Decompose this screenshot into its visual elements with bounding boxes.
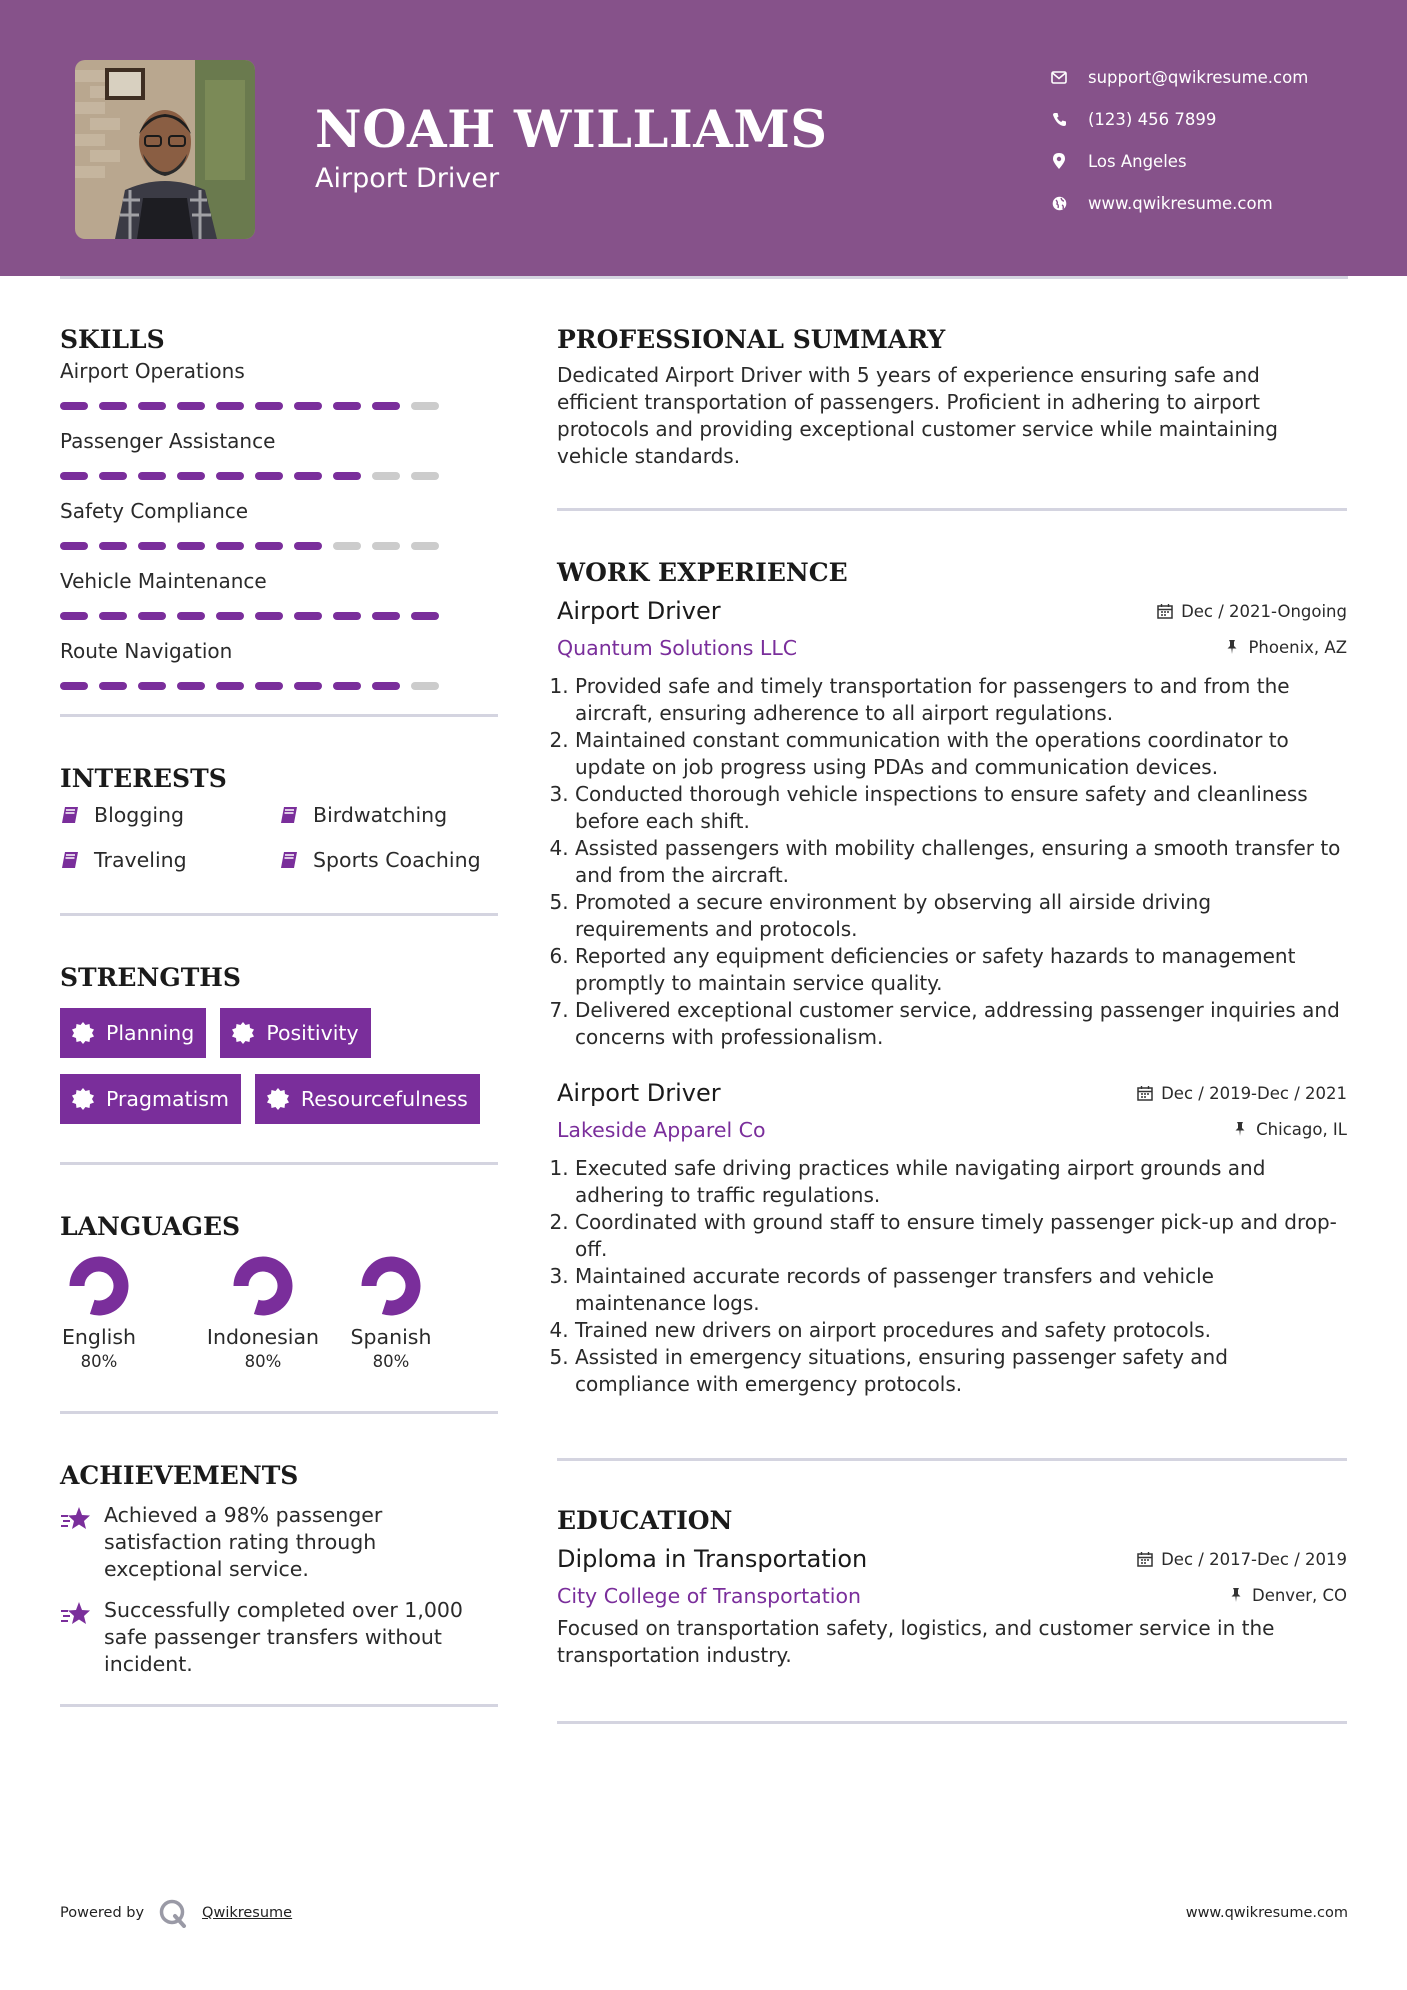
interest-item (60, 846, 279, 873)
pushpin-icon (1228, 1587, 1244, 1603)
job-bullet-item: 6. Reported any equipment deficiencies or safety hazards to management promptly to maintain service quality. (575, 943, 1347, 997)
education-title: EDUCATION (557, 1506, 733, 1535)
pushpin-icon (1232, 1121, 1248, 1137)
section-divider (557, 1458, 1347, 1461)
interest-label: Traveling (94, 847, 187, 872)
skill-level-segment (99, 402, 127, 410)
education-text: Focused on transportation safety, logistics, and customer service in the transportation industry. (557, 1616, 1275, 1667)
work-title: WORK EXPERIENCE (557, 558, 848, 587)
skill-level-segment (99, 542, 127, 550)
strength-label: Resourcefulness (300, 1087, 468, 1111)
skill-name: Passenger Assistance (60, 429, 276, 453)
language-percent: 80% (80, 1352, 118, 1371)
job-bullet-item: 5. Assisted in emergency situations, ensuring passenger safety and compliance with emergency protocols. (575, 1344, 1347, 1398)
job-entry (557, 593, 1347, 1051)
skill-level-segment (333, 542, 361, 550)
skill-level-segment (333, 612, 361, 620)
phone-icon (1050, 110, 1068, 128)
skill-level-segment (138, 542, 166, 550)
language-item (204, 1255, 322, 1373)
skill-level-segment (216, 472, 244, 480)
skill-level-segment (60, 542, 88, 550)
language-ring (68, 1255, 130, 1317)
skill-level-segment (255, 542, 283, 550)
job-date (1137, 1084, 1347, 1103)
achievements-title: ACHIEVEMENTS (60, 1461, 299, 1490)
skill-level-segment (372, 542, 400, 550)
skill-level-segment (60, 402, 88, 410)
job-bullet-item: 1. Provided safe and timely transportation for passengers to and from the aircraft, ensuring adherence to all airport regulations. (575, 673, 1347, 727)
strengths-section (60, 958, 498, 1124)
language-name: Spanish (350, 1325, 432, 1349)
summary-text: Dedicated Airport Driver with 5 years of experience ensuring safe and efficient transportation of passengers. Proficient in adhering to airport protocols and providing exceptional customer service while maintaining vehicle standards. (557, 363, 1278, 468)
skill-level-segment (255, 472, 283, 480)
language-ring (360, 1255, 422, 1317)
skill-level-segment (294, 612, 322, 620)
calendar-icon (1137, 1085, 1153, 1101)
left-column (60, 320, 498, 1707)
skills-list (60, 358, 498, 690)
skill-level-segment (372, 402, 400, 410)
job-bullet-item: 1. Executed safe driving practices while navigating airport grounds and adhering to traffic regulations. (575, 1155, 1347, 1209)
envelope-icon (1050, 68, 1068, 86)
skill-name: Safety Compliance (60, 499, 249, 523)
book-icon (279, 850, 299, 870)
skill-level-segment (216, 682, 244, 690)
skill-level-segment (372, 612, 400, 620)
skill-level-bar (60, 472, 498, 480)
skill-level-bar (60, 542, 498, 550)
skill-level-segment (411, 542, 439, 550)
skills-title: SKILLS (60, 325, 165, 354)
strength-label: Pragmatism (106, 1087, 229, 1111)
company-name: Quantum Solutions LLC (557, 636, 798, 660)
achievement-text: Achieved a 98% passenger satisfaction rating through exceptional service. (104, 1503, 383, 1581)
badge-icon (267, 1088, 289, 1110)
job-date-text: Dec / 2021-Ongoing (1181, 601, 1347, 621)
skill-level-bar (60, 612, 498, 620)
strength-tag (60, 1008, 206, 1058)
skill-level-segment (216, 402, 244, 410)
job-bullet-item: 3. Conducted thorough vehicle inspections to ensure safety and cleanliness before each shift. (575, 781, 1347, 835)
map-pin-icon (1050, 152, 1068, 170)
skill-level-segment (333, 402, 361, 410)
interest-label: Birdwatching (313, 802, 448, 827)
interests-section (60, 759, 498, 873)
skill-level-segment (177, 402, 205, 410)
footer-website[interactable]: www.qwikresume.com (1185, 1905, 1348, 1921)
school-name: City College of Transportation (557, 1584, 861, 1608)
skill-level-segment (216, 612, 244, 620)
job-title: Airport Driver (557, 1079, 721, 1107)
language-ring (232, 1255, 294, 1317)
summary-section (557, 320, 1347, 470)
contact-location (1050, 140, 1308, 182)
job-location (1232, 1120, 1347, 1139)
skill-level-segment (99, 472, 127, 480)
globe-icon (1050, 194, 1068, 212)
profile-photo (75, 60, 255, 239)
qwikresume-logo-icon (158, 1898, 188, 1928)
strength-tag (60, 1074, 241, 1124)
skill-level-segment (294, 402, 322, 410)
summary-title: PROFESSIONAL SUMMARY (557, 325, 946, 354)
strengths-tags (60, 1008, 498, 1124)
strength-tag (220, 1008, 370, 1058)
skill-level-segment (99, 612, 127, 620)
education-location-text: Denver, CO (1251, 1585, 1347, 1605)
skill-level-segment (138, 472, 166, 480)
skill-name: Airport Operations (60, 359, 245, 383)
job-bullet-item: 7. Delivered exceptional customer service, addressing passenger inquiries and concerns with professionalism. (575, 997, 1347, 1051)
phone-text: (123) 456 7899 (1088, 109, 1217, 129)
skill-level-segment (372, 472, 400, 480)
skill-name: Vehicle Maintenance (60, 569, 267, 593)
skill-level-segment (216, 542, 244, 550)
job-date (1157, 602, 1347, 621)
education-date-text: Dec / 2017-Dec / 2019 (1161, 1549, 1347, 1569)
skill-level-bar (60, 682, 498, 690)
candidate-name: NOAH WILLIAMS (315, 100, 828, 160)
job-date-text: Dec / 2019-Dec / 2021 (1161, 1083, 1347, 1103)
language-name: Indonesian (206, 1325, 320, 1349)
section-divider (60, 1704, 498, 1707)
badge-icon (72, 1022, 94, 1044)
star-icon (60, 1504, 92, 1534)
interest-item (279, 801, 498, 828)
candidate-role: Airport Driver (315, 163, 500, 194)
skill-level-segment (411, 682, 439, 690)
header-divider (60, 276, 1348, 279)
interests-title: INTERESTS (60, 764, 227, 793)
website-text: www.qwikresume.com (1088, 193, 1273, 213)
skill-level-segment (411, 402, 439, 410)
skill-level-segment (411, 472, 439, 480)
languages-title: LANGUAGES (60, 1212, 241, 1241)
footer-branding (60, 1898, 292, 1928)
skill-level-segment (177, 612, 205, 620)
skill-level-segment (411, 612, 439, 620)
strength-tag (255, 1074, 480, 1124)
section-divider (557, 508, 1347, 511)
skill-level-segment (60, 612, 88, 620)
job-location (1224, 638, 1347, 657)
languages-section (60, 1207, 498, 1373)
section-divider (60, 1162, 498, 1165)
strength-label: Positivity (266, 1021, 359, 1045)
skill-level-segment (255, 402, 283, 410)
section-divider (60, 714, 498, 717)
calendar-icon (1157, 603, 1173, 619)
job-location-text: Chicago, IL (1256, 1119, 1347, 1139)
language-ring-arc (241, 1264, 285, 1308)
skill-level-segment (138, 612, 166, 620)
languages-list (60, 1255, 498, 1373)
interest-label: Blogging (94, 802, 185, 827)
skill-level-segment (138, 682, 166, 690)
qwikresume-link[interactable]: Qwikresume (202, 1905, 293, 1921)
skill-level-segment (255, 612, 283, 620)
skill-level-segment (333, 682, 361, 690)
pushpin-icon (1224, 639, 1240, 655)
right-column (557, 320, 1347, 1724)
skills-section (60, 320, 498, 690)
job-location-text: Phoenix, AZ (1248, 637, 1347, 657)
skill-level-segment (99, 682, 127, 690)
section-divider (557, 1721, 1347, 1724)
badge-icon (232, 1022, 254, 1044)
job-bullets (557, 1155, 1347, 1398)
job-title: Airport Driver (557, 597, 721, 625)
job-bullets (557, 673, 1347, 1051)
skill-level-segment (294, 542, 322, 550)
skill-level-segment (177, 682, 205, 690)
interest-item (60, 801, 279, 828)
job-bullet-item: 4. Trained new drivers on airport procedures and safety protocols. (575, 1317, 1347, 1344)
education-section (557, 1501, 1347, 1669)
book-icon (60, 805, 80, 825)
book-icon (60, 850, 80, 870)
skill-level-segment (177, 542, 205, 550)
education-location (1228, 1586, 1347, 1605)
job-bullet-item: 4. Assisted passengers with mobility challenges, ensuring a smooth transfer to and from the aircraft. (575, 835, 1347, 889)
strengths-title: STRENGTHS (60, 963, 241, 992)
book-icon (279, 805, 299, 825)
powered-by-text: Powered by (60, 1905, 145, 1921)
job-bullet-item: 2. Coordinated with ground staff to ensure timely passenger pick-up and drop-off. (575, 1209, 1347, 1263)
achievements-section (60, 1456, 498, 1678)
job-bullet-item: 2. Maintained constant communication with the operations coordinator to update on job progress using PDAs and communication devices. (575, 727, 1347, 781)
degree-title: Diploma in Transportation (557, 1545, 868, 1573)
resume-header (0, 0, 1407, 276)
achievements-list (60, 1502, 498, 1678)
strength-label: Planning (106, 1021, 195, 1045)
achievement-item (60, 1502, 498, 1583)
language-ring-arc (77, 1264, 121, 1308)
achievement-item (60, 1597, 498, 1678)
skill-level-bar (60, 402, 498, 410)
interest-label: Sports Coaching (313, 847, 481, 872)
work-section (557, 553, 1347, 1398)
language-ring-arc (369, 1264, 413, 1308)
skill-level-segment (333, 472, 361, 480)
email-text: support@qwikresume.com (1088, 67, 1309, 87)
interest-item (279, 846, 498, 873)
skill-level-segment (60, 682, 88, 690)
contact-website[interactable] (1050, 182, 1308, 224)
skill-level-segment (60, 472, 88, 480)
section-divider (60, 1411, 498, 1414)
location-text: Los Angeles (1088, 151, 1187, 171)
job-bullet-item: 5. Promoted a secure environment by observing all airside driving requirements and protocols. (575, 889, 1347, 943)
education-date (1137, 1550, 1347, 1569)
skill-level-segment (138, 402, 166, 410)
skill-name: Route Navigation (60, 639, 233, 663)
calendar-icon (1137, 1551, 1153, 1567)
contact-email[interactable] (1050, 56, 1308, 98)
job-entry (557, 1075, 1347, 1398)
skill-level-segment (372, 682, 400, 690)
badge-icon (72, 1088, 94, 1110)
language-item (348, 1255, 434, 1373)
skill-level-segment (255, 682, 283, 690)
contact-phone[interactable] (1050, 98, 1308, 140)
job-bullet-item: 3. Maintained accurate records of passenger transfers and vehicle maintenance logs. (575, 1263, 1347, 1317)
contact-info (1050, 56, 1308, 224)
language-percent: 80% (244, 1352, 282, 1371)
achievement-text: Successfully completed over 1,000 safe passenger transfers without incident. (104, 1598, 463, 1676)
language-item (60, 1255, 138, 1373)
skill-level-segment (177, 472, 205, 480)
skill-level-segment (294, 682, 322, 690)
star-icon (60, 1599, 92, 1629)
section-divider (60, 913, 498, 916)
language-percent: 80% (372, 1352, 410, 1371)
company-name: Lakeside Apparel Co (557, 1118, 766, 1142)
skill-level-segment (294, 472, 322, 480)
language-name: English (61, 1325, 137, 1349)
interests-list (60, 801, 498, 873)
